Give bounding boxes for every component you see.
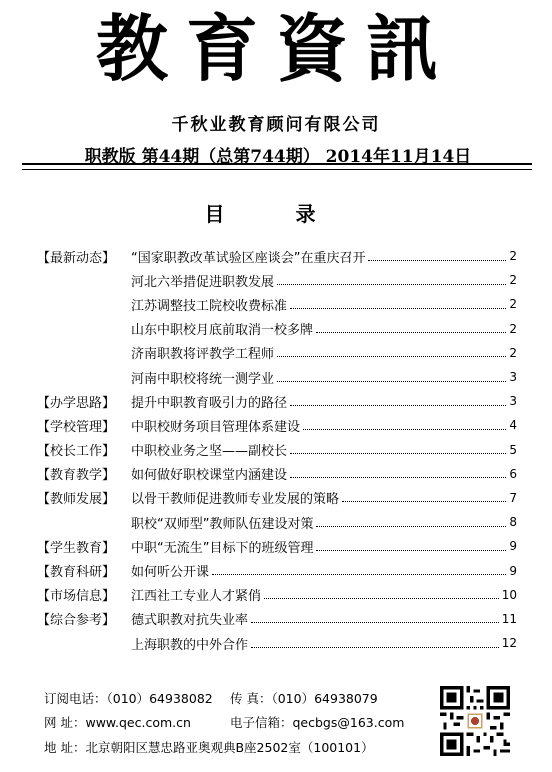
email-link[interactable]: 电子信箱：qecbgs@163.com xyxy=(230,715,405,730)
toc-entry[interactable] xyxy=(37,268,517,292)
toc-entry[interactable] xyxy=(37,510,517,534)
toc-leader xyxy=(264,598,499,599)
toc-entry[interactable] xyxy=(37,583,517,607)
toc-leader xyxy=(342,501,506,502)
toc-title: 山东中职校月底前取消一校多牌 xyxy=(131,323,314,339)
toc-category: 【教师发展】 xyxy=(37,492,116,508)
toc-entry[interactable] xyxy=(37,244,517,268)
toc-leader xyxy=(316,332,506,333)
toc-title: 提升中职教育吸引力的路径 xyxy=(131,395,288,411)
toc-page: 2 xyxy=(509,273,517,288)
toc-page: 2 xyxy=(509,249,517,264)
toc-entry[interactable] xyxy=(37,607,517,631)
toc-page: 2 xyxy=(509,297,517,312)
toc-page: 3 xyxy=(509,370,517,385)
toc-title: 济南职教将评教学工程师 xyxy=(131,347,275,363)
table-of-contents xyxy=(37,244,517,655)
header-rule-thin xyxy=(22,169,532,170)
toc-page: 2 xyxy=(509,321,517,336)
toc-title: 职校“双师型”教师队伍建设对策 xyxy=(131,516,314,532)
toc-leader xyxy=(316,526,506,527)
toc-leader xyxy=(251,647,499,648)
toc-leader xyxy=(290,308,506,309)
toc-page: 8 xyxy=(509,515,517,530)
toc-entry[interactable] xyxy=(37,558,517,582)
toc-leader xyxy=(290,405,506,406)
toc-entry[interactable] xyxy=(37,389,517,413)
toc-page: 11 xyxy=(501,611,517,626)
toc-leader xyxy=(290,477,506,478)
toc-page: 7 xyxy=(509,490,517,505)
toc-title: 上海职教的中外合作 xyxy=(131,637,249,653)
toc-leader xyxy=(290,453,506,454)
toc-page: 6 xyxy=(509,466,517,481)
toc-entry[interactable] xyxy=(37,631,517,655)
toc-leader xyxy=(212,574,506,575)
website-link[interactable]: 网 址：www.qec.com.cn xyxy=(44,715,191,730)
toc-entry[interactable] xyxy=(37,292,517,316)
subscribe-phone: 订阅电话：（010）64938082 xyxy=(44,691,213,706)
issue-line: 职教版 第44期（总第744期） 2014年11月14日 xyxy=(84,147,472,167)
toc-title: 江苏调整技工院校收费标准 xyxy=(131,298,288,314)
toc-leader xyxy=(316,550,506,551)
toc-page: 9 xyxy=(509,539,517,554)
masthead-title: 教育資訊 xyxy=(95,6,456,91)
toc-page: 4 xyxy=(509,418,517,433)
toc-leader xyxy=(251,622,499,623)
toc-leader xyxy=(277,381,506,382)
toc-category: 【市场信息】 xyxy=(37,589,116,605)
address: 地 址：北京朝阳区慧忠路亚奥观典B座2502室（100101） xyxy=(44,740,374,755)
toc-category: 【学生教育】 xyxy=(37,540,116,556)
toc-leader xyxy=(303,429,506,430)
toc-title: 德式职教对抗失业率 xyxy=(131,613,249,629)
toc-page: 9 xyxy=(509,563,517,578)
toc-category: 【校长工作】 xyxy=(37,444,116,460)
toc-category: 【办学思路】 xyxy=(37,395,116,411)
toc-entry[interactable] xyxy=(37,365,517,389)
toc-title: “国家职教改革试验区座谈会”在重庆召开 xyxy=(131,250,366,266)
toc-title: 江西社工专业人才紧俏 xyxy=(131,589,262,605)
toc-title: 如何听公开课 xyxy=(131,565,210,581)
toc-entry[interactable] xyxy=(37,534,517,558)
toc-entry[interactable] xyxy=(37,317,517,341)
toc-page: 5 xyxy=(509,442,517,457)
toc-entry[interactable] xyxy=(37,462,517,486)
toc-page: 2 xyxy=(509,345,517,360)
toc-page: 3 xyxy=(509,394,517,409)
toc-entry[interactable] xyxy=(37,341,517,365)
toc-title: 中职校财务项目管理体系建设 xyxy=(131,419,301,435)
toc-leader xyxy=(368,260,506,261)
toc-heading: 目 录 xyxy=(204,202,348,226)
company-name: 千秋业教育顾问有限公司 xyxy=(171,115,381,135)
qr-code-icon xyxy=(440,686,510,756)
toc-title: 如何做好职校课堂内涵建设 xyxy=(131,468,288,484)
toc-title: 中职“无流生”目标下的班级管理 xyxy=(131,540,314,556)
toc-category: 【学校管理】 xyxy=(37,419,116,435)
toc-entry[interactable] xyxy=(37,413,517,437)
toc-category: 【教育科研】 xyxy=(37,565,116,581)
toc-entry[interactable] xyxy=(37,486,517,510)
toc-title: 河北六举措促进职教发展 xyxy=(131,274,275,290)
toc-leader xyxy=(277,356,506,357)
toc-page: 12 xyxy=(501,636,517,651)
toc-page: 10 xyxy=(501,587,517,602)
toc-title: 中职校业务之坚——副校长 xyxy=(131,444,288,460)
toc-title: 以骨干教师促进教师专业发展的策略 xyxy=(131,492,340,508)
fax-number: 传 真：（010）64938079 xyxy=(230,691,378,706)
toc-title: 河南中职校将统一测学业 xyxy=(131,371,275,387)
toc-category: 【最新动态】 xyxy=(37,250,116,266)
toc-entry[interactable] xyxy=(37,438,517,462)
header-rule xyxy=(22,163,532,165)
toc-category: 【综合参考】 xyxy=(37,613,116,629)
toc-leader xyxy=(277,284,506,285)
toc-category: 【教育教学】 xyxy=(37,468,116,484)
